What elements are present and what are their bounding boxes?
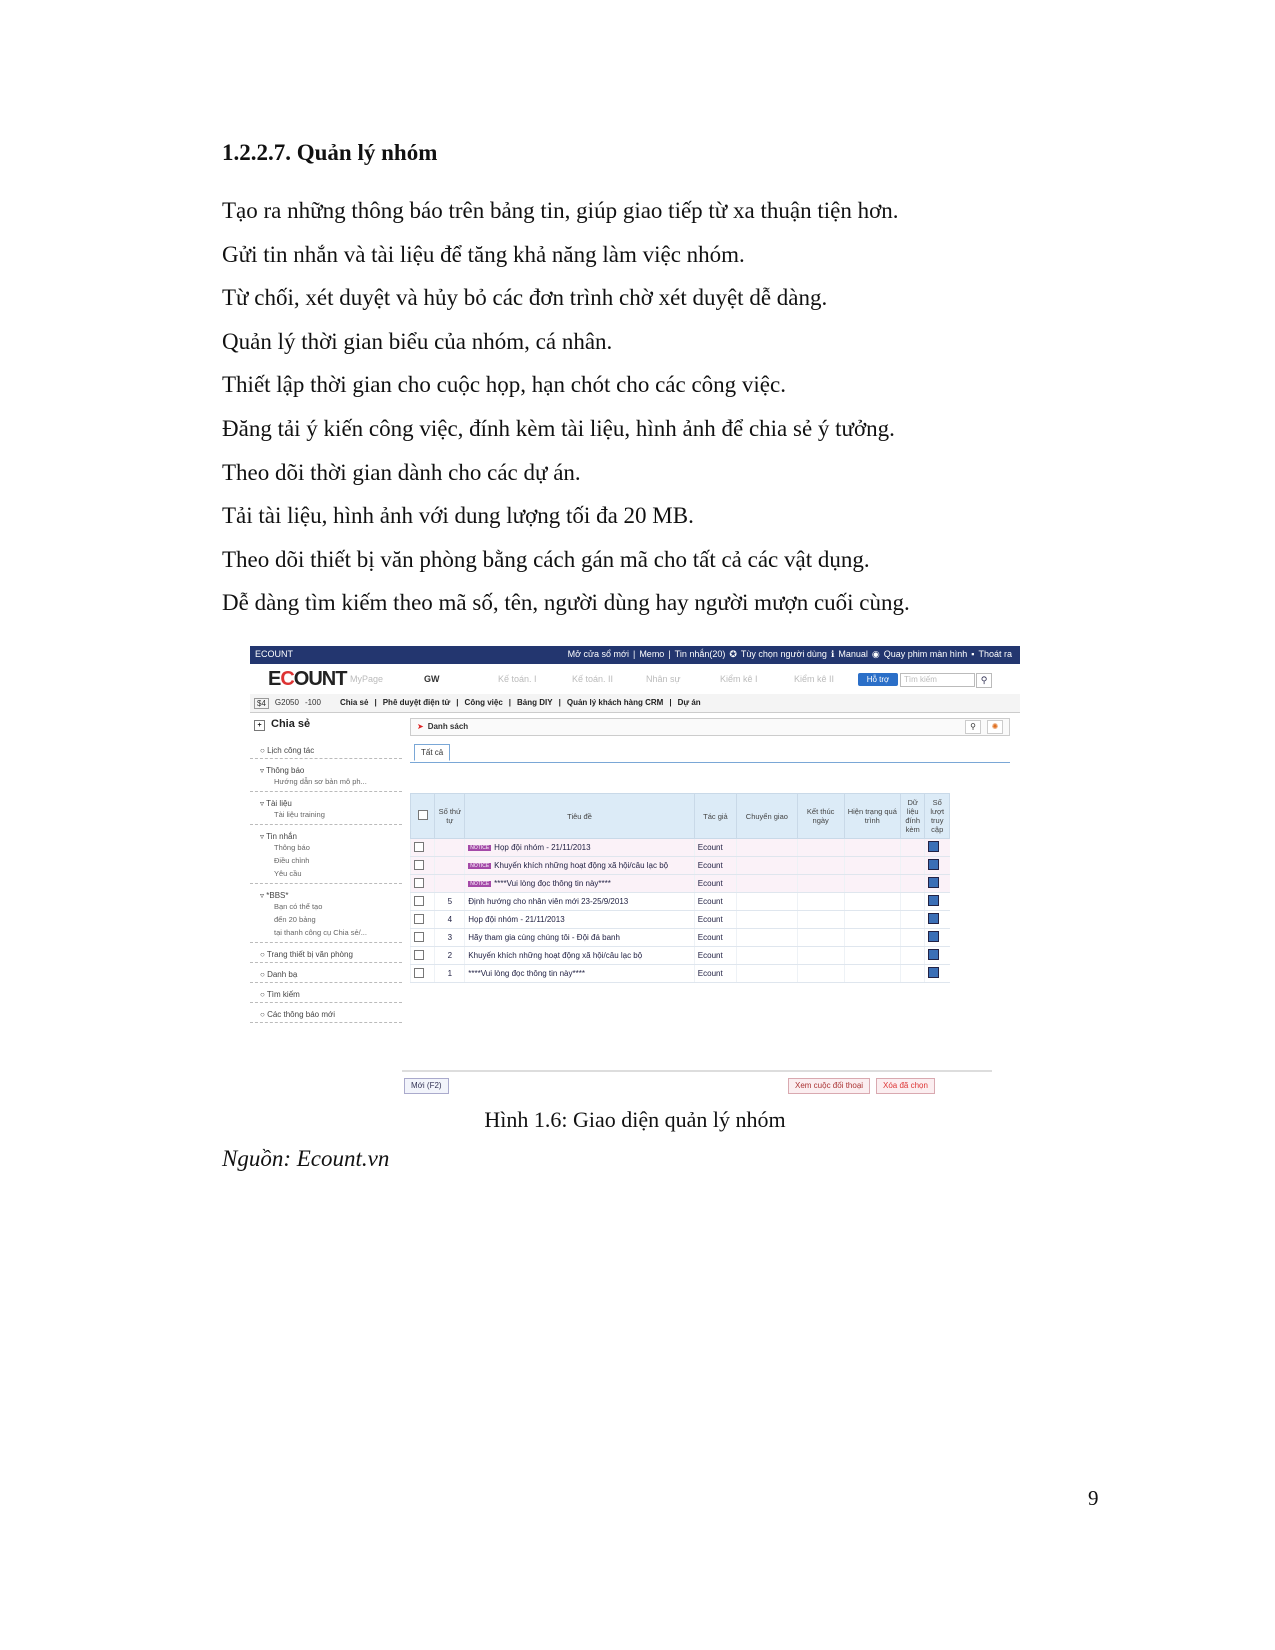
user-icon[interactable] xyxy=(928,895,939,906)
sidebar xyxy=(250,716,402,1023)
link-user-options[interactable]: Tùy chọn người dùng xyxy=(740,649,827,659)
delete-selected-button[interactable]: Xóa đã chọn xyxy=(876,1078,935,1094)
row-author: Ecount xyxy=(694,947,736,965)
settings-icon[interactable]: ✺ xyxy=(987,720,1003,734)
row-checkbox[interactable] xyxy=(414,932,424,942)
table-row[interactable] xyxy=(411,965,950,983)
user-icon[interactable] xyxy=(928,877,939,888)
col-transfer[interactable]: Chuyển giao xyxy=(737,794,798,839)
link-new-window[interactable]: Mở cửa sổ mới xyxy=(567,649,629,659)
search-input[interactable]: Tìm kiếm xyxy=(900,673,975,687)
ecount-logo: ECOUNT xyxy=(268,668,347,690)
row-author: Ecount xyxy=(694,839,736,857)
tab-all[interactable]: Tất cả xyxy=(414,744,450,761)
company-info: $4 G2050 -100 xyxy=(254,698,321,709)
select-all-header xyxy=(411,794,435,839)
table-row[interactable] xyxy=(411,857,950,875)
row-number: 3 xyxy=(435,929,465,947)
top-links: Mở cửa sổ mới | Memo | Tin nhắn(20) ✪ Tùy chọn người dùng ℹ Manual ◉ Quay phim màn hình ▪ Thoát ra xyxy=(567,649,1012,659)
row-number: 2 xyxy=(435,947,465,965)
user-icon[interactable] xyxy=(928,913,939,924)
sidebar-item-schedule[interactable]: ○ Lịch công tác xyxy=(250,739,402,759)
body-text xyxy=(222,196,1122,632)
collapse-icon[interactable]: + xyxy=(254,720,265,731)
table-row[interactable] xyxy=(411,911,950,929)
row-title[interactable]: ****Vui lòng đọc thông tin này**** xyxy=(465,965,695,983)
search-icon[interactable]: ⚲ xyxy=(965,720,981,734)
page-number: 9 xyxy=(1088,1486,1099,1510)
info-icon: ℹ xyxy=(830,649,835,659)
link-messages[interactable]: Tin nhắn(20) xyxy=(674,649,726,659)
row-checkbox[interactable] xyxy=(414,968,424,978)
row-title[interactable]: Khuyến khích những hoạt động xã hội/câu lạc bộ xyxy=(465,947,695,965)
user-icon[interactable] xyxy=(928,967,939,978)
row-number: 4 xyxy=(435,911,465,929)
row-number: 5 xyxy=(435,893,465,911)
col-end-date[interactable]: Kết thúc ngày xyxy=(797,794,844,839)
paragraph: Đăng tải ý kiến công việc, đính kèm tài liệu, hình ảnh để chia sẻ ý tưởng. xyxy=(222,415,895,441)
brand-label: ECOUNT xyxy=(255,649,293,659)
record-icon: ◉ xyxy=(871,649,880,659)
table-row[interactable] xyxy=(411,893,950,911)
paragraph: Gửi tin nhắn và tài liệu để tăng khả năng làm việc nhóm. xyxy=(222,241,745,267)
view-conversation-button[interactable]: Xem cuộc đối thoại xyxy=(788,1078,870,1094)
new-button[interactable]: Mới (F2) xyxy=(404,1078,449,1094)
module-inventory-2[interactable]: Kiểm kê II xyxy=(794,674,835,684)
paragraph: Theo dõi thiết bị văn phòng bằng cách gán mã cho tất cả các vật dụng. xyxy=(222,546,870,572)
row-title[interactable]: Họp đội nhóm - 21/11/2013 xyxy=(494,843,591,852)
row-checkbox[interactable] xyxy=(414,950,424,960)
row-author: Ecount xyxy=(694,857,736,875)
link-record[interactable]: Quay phim màn hình xyxy=(883,649,968,659)
notice-badge: NOTICE xyxy=(470,880,490,887)
link-memo[interactable]: Memo xyxy=(639,649,665,659)
gear-icon: ✪ xyxy=(729,649,737,659)
sidebar-subitem[interactable]: Điều chỉnh xyxy=(274,856,310,865)
col-title[interactable]: Tiêu đề xyxy=(465,794,695,839)
col-status[interactable]: Hiện trạng quá trình xyxy=(844,794,900,839)
table-row[interactable] xyxy=(411,875,950,893)
tab-work[interactable]: Công việc xyxy=(464,698,503,707)
tab-crm[interactable]: Quản lý khách hàng CRM xyxy=(566,698,664,707)
group-tabs: Chia sẻ | Phê duyệt điện tử | Công việc | Bảng DIY | Quản lý khách hàng CRM | Dự án xyxy=(340,698,701,707)
top-bar xyxy=(250,646,1020,664)
list-tabs xyxy=(410,742,1010,763)
notice-badge: NOTICE xyxy=(470,844,490,851)
paragraph: Từ chối, xét duyệt và hủy bỏ các đơn trình chờ xét duyệt dễ dàng. xyxy=(222,285,828,311)
row-author: Ecount xyxy=(694,929,736,947)
sidebar-subitem[interactable]: Thông báo xyxy=(274,843,310,852)
table-row[interactable] xyxy=(411,839,950,857)
module-hr[interactable]: Nhân sự xyxy=(646,674,681,684)
sidebar-item-notice[interactable]: ▿ Thông báo Hướng dẫn sơ bản mô ph... xyxy=(250,759,402,792)
table-row[interactable] xyxy=(411,947,950,965)
row-title[interactable]: Định hướng cho nhân viên mới 23-25/9/2013 xyxy=(465,893,695,911)
row-number xyxy=(435,875,465,893)
arrow-icon: ➤ xyxy=(417,722,424,731)
col-attachments[interactable]: Dữ liệu đính kèm xyxy=(900,794,924,839)
row-author: Ecount xyxy=(694,911,736,929)
row-author: Ecount xyxy=(694,965,736,983)
sidebar-item-new-notices[interactable]: ○ Các thông báo mới xyxy=(250,1003,402,1023)
paragraph: Thiết lập thời gian cho cuộc họp, hạn chót cho các công việc. xyxy=(222,372,786,398)
section-heading: 1.2.2.7. Quản lý nhóm xyxy=(222,140,438,165)
sidebar-item-documents[interactable]: ▿ Tài liệu Tài liệu training xyxy=(250,792,402,825)
paragraph: Dễ dàng tìm kiếm theo mã số, tên, người dùng hay người mượn cuối cùng. xyxy=(222,590,910,616)
row-author: Ecount xyxy=(694,893,736,911)
paragraph: Quản lý thời gian biểu của nhóm, cá nhân. xyxy=(222,328,613,354)
row-title[interactable]: Hãy tham gia cùng chúng tôi - Đội đá banh xyxy=(465,929,695,947)
row-checkbox[interactable] xyxy=(414,896,424,906)
notice-badge: NOTICE xyxy=(470,862,490,869)
paragraph: Tạo ra những thông báo trên bảng tin, giúp giao tiếp từ xa thuận tiện hơn. xyxy=(222,198,899,223)
help-button[interactable]: Hỗ trợ xyxy=(858,673,898,686)
search-icon[interactable]: ⚲ xyxy=(976,673,992,688)
sidebar-item-contacts[interactable]: ○ Danh bạ xyxy=(250,963,402,983)
message-table xyxy=(410,793,950,983)
row-number xyxy=(435,839,465,857)
row-checkbox[interactable] xyxy=(414,860,424,870)
ecount-screenshot xyxy=(250,646,1020,1159)
list-header: ➤ Danh sách ⚲ ✺ xyxy=(410,718,1010,736)
col-author[interactable]: Tác giả xyxy=(694,794,736,839)
figure-caption: Hình 1.6: Giao diện quản lý nhóm xyxy=(484,1107,786,1132)
col-number[interactable]: Số thứ tự xyxy=(435,794,465,839)
sub-tabs-row xyxy=(250,694,1020,713)
module-accounting-1[interactable]: Kế toán. I xyxy=(498,674,537,684)
user-icon[interactable] xyxy=(928,949,939,960)
paragraph: Tải tài liệu, hình ảnh với dung lượng tối đa 20 MB. xyxy=(222,503,694,529)
sidebar-subitem[interactable]: Yêu cầu xyxy=(274,869,302,878)
sidebar-subitem: Bạn có thể tạo xyxy=(274,902,323,911)
module-inventory-1[interactable]: Kiểm kê I xyxy=(720,674,758,684)
row-title[interactable]: Khuyến khích những hoạt động xã hội/câu lạc bộ xyxy=(494,861,669,870)
tab-share[interactable]: Chia sẻ xyxy=(340,698,369,707)
user-icon[interactable] xyxy=(928,859,939,870)
user-icon[interactable] xyxy=(928,841,939,852)
action-bar xyxy=(402,1070,992,1102)
sidebar-subitem: đến 20 bảng xyxy=(274,915,316,924)
paragraph: Theo dõi thời gian dành cho các dự án. xyxy=(222,459,581,485)
tab-diy[interactable]: Bảng DIY xyxy=(517,698,553,707)
module-gw[interactable]: GW xyxy=(424,674,440,684)
module-tabs xyxy=(350,674,868,684)
tab-project[interactable]: Dự án xyxy=(677,698,701,707)
row-number: 1 xyxy=(435,965,465,983)
sidebar-item-equipment[interactable]: ○ Trang thiết bị văn phòng xyxy=(250,943,402,963)
row-author: Ecount xyxy=(694,875,736,893)
module-accounting-2[interactable]: Kế toán. II xyxy=(572,674,614,684)
row-checkbox[interactable] xyxy=(414,878,424,888)
table-row[interactable] xyxy=(411,929,950,947)
row-checkbox[interactable] xyxy=(414,842,424,852)
link-manual[interactable]: Manual xyxy=(838,649,868,659)
row-checkbox[interactable] xyxy=(414,914,424,924)
tab-approval[interactable]: Phê duyệt điện tử xyxy=(382,698,451,707)
col-views[interactable]: Số lượt truy cập xyxy=(925,794,950,839)
link-logout[interactable]: Thoát ra xyxy=(978,649,1012,659)
row-title[interactable]: ****Vui lòng đọc thông tin này**** xyxy=(494,879,611,888)
sidebar-title: + Chia sẻ xyxy=(250,716,402,739)
sidebar-item-messages[interactable]: ▿ Tin nhắn Thông báo Điều chỉnh Yêu cầu xyxy=(250,825,402,884)
module-mypage[interactable]: MyPage xyxy=(350,674,384,684)
sidebar-subitem[interactable]: Hướng dẫn sơ bản mô ph... xyxy=(274,777,367,786)
user-icon[interactable] xyxy=(928,931,939,942)
sidebar-item-search[interactable]: ○ Tìm kiếm xyxy=(250,983,402,1003)
select-all-checkbox[interactable] xyxy=(418,810,428,820)
module-nav xyxy=(250,664,1020,695)
source-note: Nguồn: Ecount.vn xyxy=(222,1146,390,1171)
sidebar-item-bbs[interactable]: ▿ *BBS* Bạn có thể tạo đến 20 bảng tại thanh công cụ Chia sẻ/... xyxy=(250,884,402,943)
sidebar-subitem[interactable]: Tài liệu training xyxy=(274,810,325,819)
main-panel xyxy=(410,718,1010,983)
logout-icon: ▪ xyxy=(971,649,975,659)
row-title[interactable]: Họp đội nhóm - 21/11/2013 xyxy=(465,911,695,929)
sidebar-subitem: tại thanh công cụ Chia sẻ/... xyxy=(274,928,367,937)
row-number xyxy=(435,857,465,875)
